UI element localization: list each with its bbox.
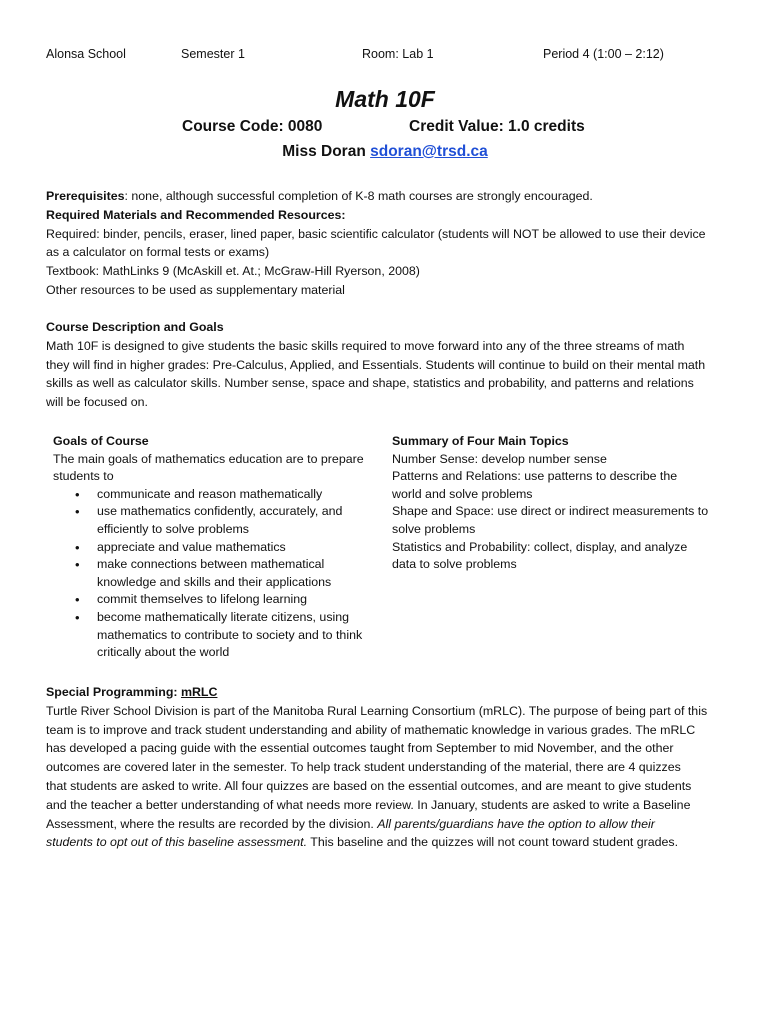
special-line: has developed a pacing guide with the essential outcomes taught from September to mid November, and the other (46, 741, 674, 756)
prerequisites-line (46, 187, 730, 206)
materials-line: Required: binder, pencils, eraser, lined paper, basic scientific calculator (students will NOT be allowed to use their device (46, 226, 706, 241)
course-code: Course Code: 0080 (182, 118, 323, 135)
description-line: skills as well as calculator skills. Number sense, space and shape, statistics and probability, and patterns and relations (46, 376, 694, 391)
special-line8-italic: students to opt out of this baseline assessment. (46, 835, 308, 850)
special-heading (46, 683, 730, 702)
special-line: outcomes are covered later in the semester. To help track student understanding of the material, there are 4 quizzes (46, 760, 681, 775)
semester: Semester 1 (181, 47, 245, 61)
goals-list (53, 486, 388, 662)
goal-item (53, 591, 388, 609)
teacher-line (0, 143, 770, 161)
topics-line: solve problems (392, 521, 476, 536)
special-line: that students are asked to write. All four quizzes are based on the essential outcomes, and are meant to give students (46, 778, 692, 793)
topics-line: Statistics and Probability: collect, display, and analyze (392, 539, 688, 554)
room: Room: Lab 1 (362, 47, 434, 61)
materials-heading: Required Materials and Recommended Resources: (46, 207, 346, 222)
goal-item-line: • commit themselves to lifelong learning (97, 592, 308, 607)
description-line: Math 10F is designed to give students the basic skills required to move forward into any of the three streams of math (46, 338, 685, 353)
goals-intro-line: The main goals of mathematics education are to prepare (53, 451, 364, 466)
materials-line: Textbook: MathLinks 9 (McAskill et. At.; McGraw-Hill Ryerson, 2008) (46, 264, 420, 279)
goals-intro-line: students to (53, 469, 114, 484)
credit-value: Credit Value: 1.0 credits (409, 118, 585, 135)
goal-item-line: • appreciate and value mathematics (97, 539, 286, 554)
prerequisites-section (46, 187, 730, 300)
special-label: Special Programming (46, 685, 174, 699)
topics-line: world and solve problems (392, 486, 533, 501)
topics-line: data to solve problems (392, 557, 517, 572)
period: Period 4 (1:00 – 2:12) (543, 47, 664, 61)
special-line7-italic: All parents/guardians have the option to allow their (377, 816, 655, 831)
goals-heading: Goals of Course (53, 434, 149, 448)
goal-item-line: efficiently to solve problems (97, 521, 249, 536)
school-name: Alonsa School (46, 47, 126, 61)
prerequisites-label: Prerequisites (46, 189, 125, 203)
special-colon: : (173, 685, 181, 699)
topics-heading: Summary of Four Main Topics (392, 434, 569, 448)
special-line: team is to improve and track student understanding and ability of mathematic knowledge in various grades. The mRLC (46, 722, 696, 737)
goals-column (53, 433, 388, 662)
materials-line: as a calculator on formal tests or exams) (46, 245, 270, 260)
topics-line: Number Sense: develop number sense (392, 451, 607, 466)
special-line8-end: This baseline and the quizzes will not count toward student grades. (307, 835, 679, 850)
goal-item-line: • become mathematically literate citizens, using (97, 609, 350, 624)
goal-item-line: mathematics to contribute to society and to think (97, 627, 363, 642)
goal-item (53, 486, 388, 504)
teacher-email-link[interactable]: sdoran@trsd.ca (370, 143, 488, 160)
prerequisites-text: : none, although successful completion of K-8 math courses are strongly encouraged. (124, 189, 593, 203)
special-line (46, 833, 730, 852)
special-line (46, 815, 730, 834)
goal-item-line: • communicate and reason mathematically (97, 486, 323, 501)
special-program: mRLC (180, 685, 218, 699)
special-line: and the teacher a better understanding of what needs more review. In January, students are asked to write a Baseline (46, 797, 691, 812)
special-line: Turtle River School Division is part of the Manitoba Rural Learning Consortium (mRLC). The purpose of being part of this (46, 703, 708, 718)
teacher-name: Miss Doran (282, 143, 366, 160)
goal-item (53, 539, 388, 557)
course-title: Math 10F (335, 86, 435, 112)
topics-line: Shape and Space: use direct or indirect measurements to (392, 504, 709, 519)
description-section (46, 318, 730, 412)
goal-item (53, 609, 388, 662)
topics-column (392, 433, 732, 574)
description-line: will be focused on. (46, 395, 148, 410)
special-line7-start: Assessment, where the results are recorded by the division. (46, 816, 378, 831)
goal-item (53, 556, 388, 591)
description-line: they will find in higher grades: Pre-Calculus, Applied, and Essentials. Students will continue to build on their mental math (46, 357, 706, 372)
description-heading: Course Description and Goals (46, 320, 224, 334)
goal-item-line: critically about the world (97, 645, 230, 660)
goal-item (53, 503, 388, 538)
goal-item-line: • use mathematics confidently, accurately, and (97, 504, 343, 519)
goal-item-line: knowledge and skills and their applications (97, 574, 332, 589)
topics-line: Patterns and Relations: use patterns to describe the (392, 469, 678, 484)
special-programming-section (46, 683, 730, 852)
materials-line: Other resources to be used as supplementary material (46, 282, 345, 297)
goal-item-line: • make connections between mathematical (97, 557, 325, 572)
